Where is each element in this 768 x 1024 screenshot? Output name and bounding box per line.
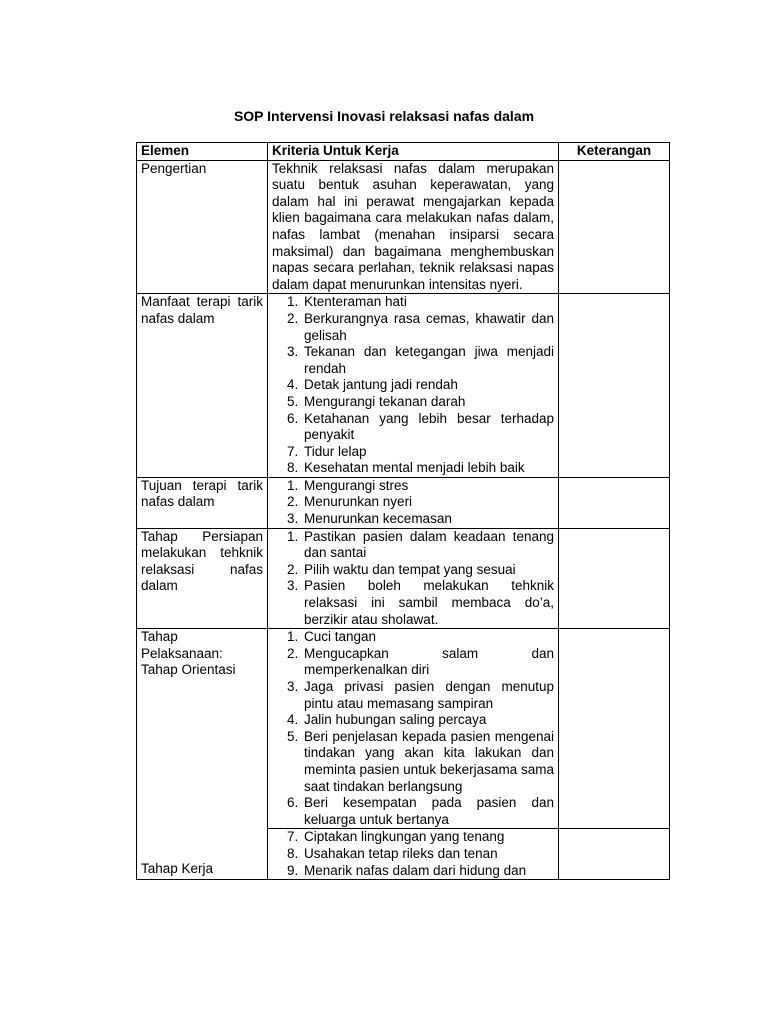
notes-cell: [559, 160, 670, 294]
list-item: 1. Ktenteraman hati: [302, 294, 554, 311]
list-item: 2. Menurunkan nyeri: [302, 494, 554, 511]
list-item: 3. Menurunkan kecemasan: [302, 511, 554, 528]
criteria-cell: [268, 829, 559, 880]
criteria-cell: [268, 477, 559, 528]
criteria-list: [272, 294, 554, 477]
list-item: 4. Jalin hubungan saling percaya: [302, 712, 554, 729]
table-row: [137, 629, 670, 829]
list-item: 6. Beri kesempatan pada pasien dan keluarga untuk bertanya: [302, 795, 554, 828]
table-row: [137, 477, 670, 528]
table-row: [137, 160, 670, 294]
notes-cell: [559, 829, 670, 880]
criteria-list: [272, 629, 554, 828]
element-label: Tujuan terapi tarik nafas dalam: [141, 477, 263, 510]
criteria-cell: [268, 294, 559, 478]
header-kriteria: Kriteria Untuk Kerja: [268, 143, 559, 161]
list-item: 4. Detak jantung jadi rendah: [302, 377, 554, 394]
header-keterangan: Keterangan: [559, 143, 670, 161]
list-item: 7. Ciptakan lingkungan yang tenang: [302, 829, 554, 846]
criteria-cell: [268, 160, 559, 294]
notes-cell: [559, 629, 670, 829]
table-row: [137, 528, 670, 629]
list-item: 2. Mengucapkan salam dan memperkenalkan diri: [302, 646, 554, 679]
sop-table: [136, 142, 670, 880]
table-header-row: [137, 143, 670, 161]
criteria-list: [272, 529, 554, 629]
document-title: SOP Intervensi Inovasi relaksasi nafas dalam: [233, 108, 535, 124]
definition-text: Tekhnik relaksasi nafas dalam merupakan suatu bentuk asuhan keperawatan, yang dalam hal ini perawat mengajarkan kepada klien bagaimana cara melakukan nafas dalam, nafas lambat (menahan insiparsi secara maksimal) dan bagaimana menghembuskan napas secara perlahan, teknik relaksasi napas dalam dapat menurunkan intensitas nyeri.: [272, 160, 554, 292]
list-item: 2. Berkurangnya rasa cemas, khawatir dan gelisah: [302, 311, 554, 344]
criteria-cell: [268, 528, 559, 629]
notes-cell: [559, 528, 670, 629]
table-row: [137, 294, 670, 478]
element-cell: [137, 629, 268, 880]
notes-cell: [559, 294, 670, 478]
list-item: 8. Usahakan tetap rileks dan tenan: [302, 846, 554, 863]
list-item: 3. Jaga privasi pasien dengan menutup pintu atau memasang sampiran: [302, 679, 554, 712]
list-item: 6. Ketahanan yang lebih besar terhadap penyakit: [302, 411, 554, 444]
element-label: Tahap Persiapan melakukan tehknik relaksasi nafas dalam: [141, 528, 263, 594]
notes-cell: [559, 477, 670, 528]
list-item: 1. Mengurangi stres: [302, 478, 554, 495]
element-label: Pengertian: [141, 160, 207, 176]
criteria-list: [272, 829, 554, 879]
element-cell: [137, 528, 268, 629]
header-elemen: Elemen: [137, 143, 268, 161]
list-item: 7. Tidur lelap: [302, 444, 554, 461]
element-cell: [137, 160, 268, 294]
list-item: 1. Pastikan pasien dalam keadaan tenang dan santai: [302, 529, 554, 562]
list-item: 3. Pasien boleh melakukan tehknik relaksasi ini sambil membaca do’a, berzikir atau sholawat.: [302, 578, 554, 628]
element-label: Manfaat terapi tarik nafas dalam: [141, 294, 263, 326]
list-item: 3. Tekanan dan ketegangan jiwa menjadi rendah: [302, 344, 554, 377]
list-item: 8. Kesehatan mental menjadi lebih baik: [302, 460, 554, 477]
element-label: Tahap Pelaksanaan: Tahap Orientasi: [141, 629, 236, 678]
element-cell: [137, 294, 268, 478]
criteria-cell: [268, 629, 559, 829]
list-item: 5. Mengurangi tekanan darah: [302, 394, 554, 411]
element-label: Tahap Kerja: [141, 861, 214, 876]
list-item: 1. Cuci tangan: [302, 629, 554, 646]
element-cell: [137, 477, 268, 528]
list-item: 2. Pilih waktu dan tempat yang sesuai: [302, 562, 554, 579]
list-item: 5. Beri penjelasan kepada pasien mengenai tindakan yang akan kita lakukan dan meminta pasien untuk bekerjasama sama saat tindakan berlangsung: [302, 729, 554, 795]
criteria-list: [272, 478, 554, 528]
list-item: 9. Menarik nafas dalam dari hidung dan: [302, 863, 554, 880]
